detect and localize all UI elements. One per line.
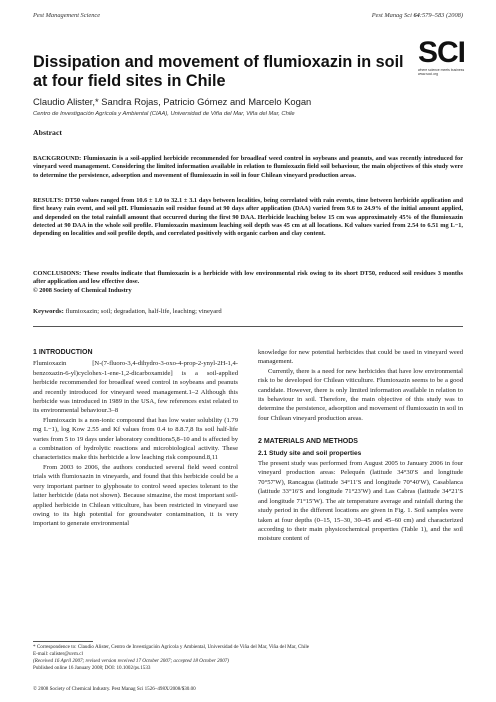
divider [33,326,463,327]
received-dates: (Received 16 April 2007; revised version received 17 October 2007; accepted 18 October 2007) [33,657,229,664]
paragraph: knowledge for new potential herbicides that could be used in vineyard weed management. [258,349,463,366]
copyright: © 2008 Society of Chemical Industry [33,286,132,294]
abstract-results: RESULTS: DT50 values ranged from 10.6 ± 1.0 to 32.1 ± 3.1 days between localities, being correlated with rain events, time between herbicide application and first heavy rain event, and soil pH. Flumioxazin soil residue found at 90 days after application (DAA) varied from 9.6 to 24.9% of the initial amount applied, and depended on the total rainfall amount that occurred during the first 90 DAA. Herbicide leaching below 15 cm was approximately 45% of the flumioxazin detected at 90 DAA in the whole soil profile. Flumioxazin maximum leaching soil depth was 45 cm at all locations. Kd values varied from 2.54 to 6.51 mg L−1, depending on localities and soil profile depth, and correlated positively with organic carbon and clay content. [33,197,463,238]
abstract-background: BACKGROUND: Flumioxazin is a soil-applied herbicide recommended for broadleaf weed control in soybeans and peanuts, and was recently introduced for vineyard weed management. Considering the limited information available in relation to flumioxazin field soil behaviour, the main objectives of this study were to determine the persistence, adsorption and movement of flumioxazin in soil in four Chilean vineyard production areas. [33,155,463,179]
journal-name: Pest Management Science [33,12,101,19]
paragraph: Flumioxazin is a non-ionic compound that has low water solubility (1.79 mg L−1), log Kow 2.55 and Kf values from 0.4 to 8.8.7,8 Its soil half-life varies from 5 to 19 days under laboratory conditions5,8–10 and is affected by a combination of hydrolytic reactions and microbiological activity. These characteristics make this herbicide a low leaching risk compound.8,11 [33,416,238,462]
paragraph: Flumioxazin [N-(7-fluoro-3,4-dihydro-3-oxo-4-prop-2-ynyl-2H-1,4-benzoxazin-6-yl)cyclohex-1-ene-1,2-dicarboxamide] is a soil-applied herbicide recommended for broadleaf weed control in soybeans and peanuts and recently introduced for vineyard weed management.1–2 Although this herbicide was introduced in 1989 in the USA, few references exist related to its environmental behaviour.3–8 [33,360,238,415]
author-list: Claudio Alister,* Sandra Rojas, Patricio Gómez and Marcelo Kogan [33,96,312,107]
logo-tagline: where science meets business www.soci.org [418,68,465,77]
footnotes [33,644,463,672]
article-title: Dissipation and movement of flumioxazin in soil at four field sites in Chile [33,53,404,90]
paragraph: Currently, there is a need for new herbicides that have low environmental risk to be developed for Chilean viticulture. Flumioxazin seems to be a good candidate. However, there is only limited information available in relation to its behaviour in soil. Therefore, the main objective of this study was to determine the persistence, adsorption and movement of flumioxazin in soil in four Chilean vineyard production areas. [258,367,463,422]
published-info: Published online 16 January 2008; DOI: 10.1002/ps.1533 [33,664,151,671]
keywords: Keywords: flumioxazin; soil; degradation, half-life, leaching; vineyard [33,308,222,315]
bottom-copyright: © 2008 Society of Chemical Industry. Pest Manag Sci 1526–498X/2008/$30.00 [33,686,196,692]
affiliation: Centro de Investigación Agrícola y Ambiental (CIAA), Universidad de Viña del Mar, Viña del Mar, Chile [33,111,295,117]
correspondence: * Correspondence to: Claudio Alister, Centro de Investigación Agrícola y Ambiental, Universidad de Viña del Mar, Viña del Mar, Chile [33,644,309,650]
right-column [258,348,463,544]
abstract-conclusions: CONCLUSIONS: These results indicate that flumioxazin is a herbicide with low environmental risk owing to its short DT50, reduced soil residues 3 months after application and low effective dose. © 2008 Society of Chemical Industry [33,270,463,294]
methods-subheading: 2.1 Study site and soil properties [258,449,362,457]
abstract-heading: Abstract [33,128,63,137]
logo-text: SCI [418,36,466,69]
intro-heading: 1 INTRODUCTION [33,349,93,356]
email[interactable]: E-mail: calister@uvm.cl [33,650,83,657]
paragraph: The present study was performed from August 2005 to January 2006 in four vineyard production areas: Pelequén (latitude 34°30′S and longitude 70°57′W), Rancagua (latitude 34°11′S and longitude 70°40′W), Casablanca (latitude 33°16′S and longitude 71°23′W) and Las Cabras (latitude 34°21′S and longitude 71°15′W). The air temperature average and rainfall during the study period in the different locations are given in Fig. 1. Soil samples were taken at four depths (0–15, 15–30, 30–45 and 45–60 cm) and characterized according to their main physicochemical properties (Table 1), and the soil moisture content of [258,460,463,543]
paragraph: From 2003 to 2006, the authors conducted several field weed control trials with flumioxazin in vineyards, and found that this herbicide could be a very important partner to glyphosate to control weed species tolerant to the latter herbicide (data not shown). Because simazine, the most important soil-applied herbicide in Chilean viticulture, has been restricted in vineyard use owing to its high potential for groundwater contamination, it is very important to generate environmental [33,463,238,528]
running-head [33,12,463,22]
left-column [33,348,238,529]
sci-logo [418,36,468,80]
citation: Pest Manag Sci 64:579–583 (2008) [371,12,463,19]
footnote-rule [33,641,93,642]
methods-heading: 2 MATERIALS AND METHODS [258,438,358,446]
